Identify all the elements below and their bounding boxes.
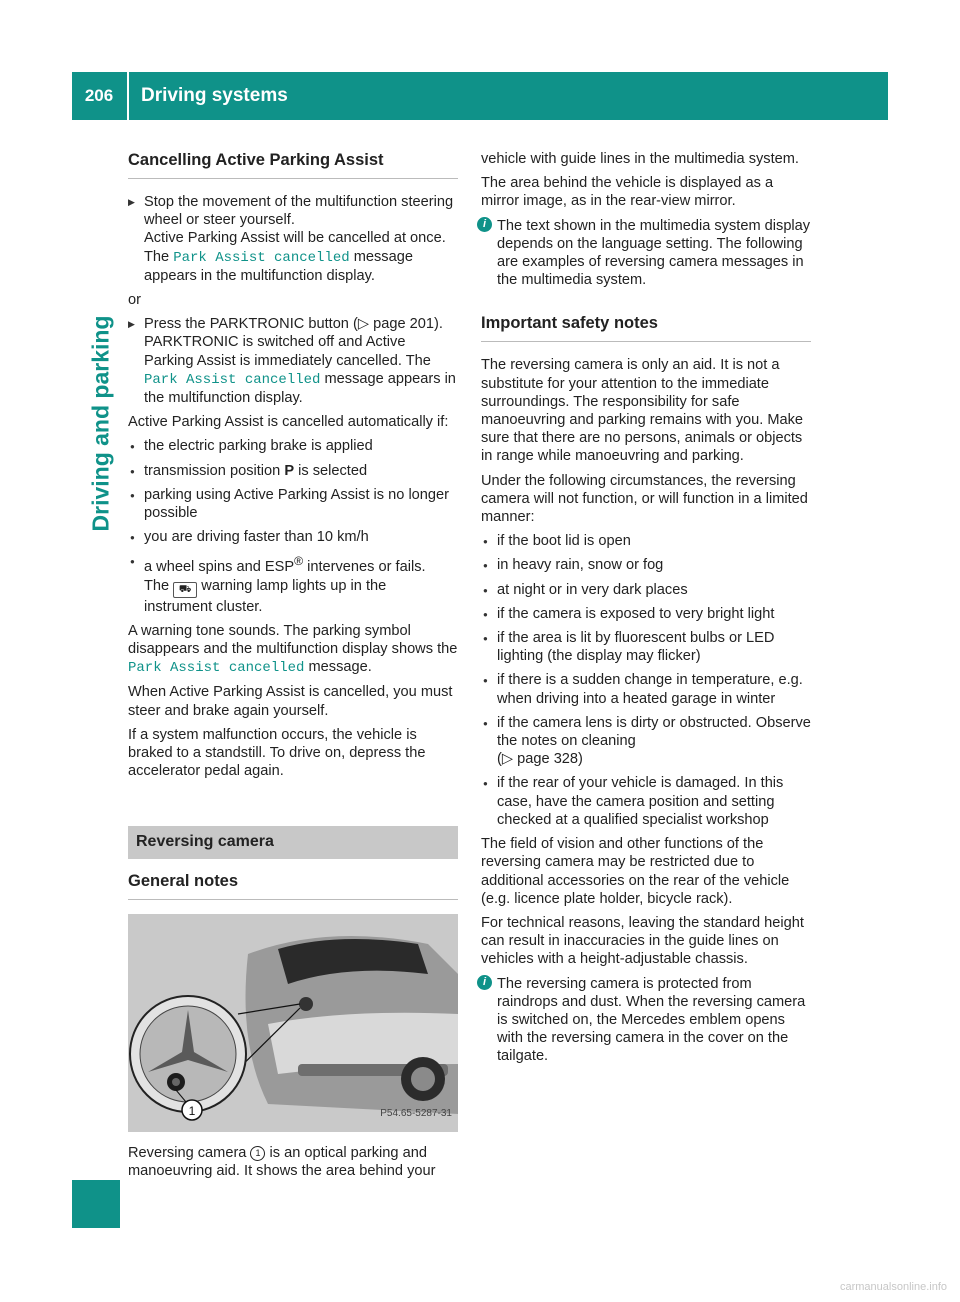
info-icon: i — [477, 217, 492, 232]
list-item: ● if there is a sudden change in temperature, e.g. when driving into a heated garage in winter — [481, 671, 811, 707]
left-column — [128, 150, 458, 1186]
header-divider — [127, 72, 129, 120]
reversing-camera-figure — [128, 914, 458, 1132]
side-tab — [84, 258, 118, 588]
heading-general-notes: General notes — [128, 871, 458, 900]
info-note-language: i The text shown in the multimedia system display depends on the language setting. The following are examples of reversing camera messages in the multimedia system. — [481, 217, 811, 290]
info-icon: i — [477, 975, 492, 990]
list-item: ● parking using Active Parking Assist is no longer possible — [128, 486, 458, 522]
esp-warning-lamp-icon: ⛟ — [173, 582, 197, 598]
message-park-assist-cancelled: Park Assist cancelled — [144, 371, 321, 388]
figure-callout: 1 — [188, 1103, 196, 1118]
list-item: ● if the rear of your vehicle is damaged. In this case, have the camera position and setting checked at a qualified specialist workshop — [481, 774, 811, 829]
step-press-parktronic: ▶ Press the PARKTRONIC button (▷ page 201). PARKTRONIC is switched off and Active Parking Assist is immediately cancelled. The Park Assist cancelled message appears in the multifunction display. — [128, 315, 458, 407]
malfunction-paragraph: If a system malfunction occurs, the vehicle is braked to a standstill. To drive on, depress the accelerator pedal again. — [128, 726, 426, 780]
warning-paragraph: A warning tone sounds. The parking symbol disappears and the multifunction display shows the Park Assist cancelled message. — [128, 622, 458, 677]
step-stop-movement: ▶ Stop the movement of the multifunction steering wheel or steer yourself. Active Parking Assist will be cancelled at once. The Park Assist cancelled message appears in the multifunction display. — [128, 193, 458, 285]
page-ref-328[interactable]: page 328) — [517, 751, 583, 768]
page-ref-arrow-icon: ▷ — [501, 751, 514, 768]
list-item: ● at night or in very dark places — [481, 581, 811, 599]
callout-1-icon: 1 — [250, 1146, 265, 1161]
side-tab-square — [72, 1180, 120, 1228]
list-item: ● if the camera lens is dirty or obstructed. Observe the notes on cleaning (▷ page 328) — [481, 714, 811, 769]
watermark: carmanualsonline.info — [839, 1281, 947, 1293]
list-item: ● if the area is lit by fluorescent bulbs or LED lighting (the display may flicker) — [481, 629, 811, 665]
list-item: ● you are driving faster than 10 km/h — [128, 528, 458, 546]
info-note-protection: i The reversing camera is protected from raindrops and dust. When the reversing camera is switched on, the Mercedes emblem opens with the reversing camera in the cover on the tailgate. — [481, 975, 811, 1066]
list-item: ● the electric parking brake is applied — [128, 437, 458, 455]
page-number: 206 — [84, 86, 114, 105]
auto-cancel-intro: Active Parking Assist is cancelled automatically if: — [128, 414, 449, 431]
message-park-assist-cancelled: Park Assist cancelled — [173, 249, 350, 266]
figure-caption: Reversing camera 1 is an optical parking and manoeuvring aid. It shows the area behind your — [128, 1144, 436, 1179]
list-item: ● in heavy rain, snow or fog — [481, 556, 811, 574]
page-ref-201[interactable]: page 201). — [373, 316, 443, 333]
continued-text: vehicle with guide lines in the multimedia system. — [481, 151, 799, 167]
field-of-vision-paragraph: The field of vision and other functions of the reversing camera may be restricted due to additional accessories on the rear of the vehicle (e.g. licence plate holder, bicycle rack). — [481, 836, 790, 907]
list-item: ● if the boot lid is open — [481, 532, 811, 550]
technical-paragraph: For technical reasons, leaving the standard height can result in inaccuracies in the guide lines on vehicles with a height-adjustable chassis. — [481, 914, 804, 968]
section-title-reversing-camera: Reversing camera — [128, 826, 458, 858]
heading-safety-notes: Important safety notes — [481, 313, 811, 342]
page-title: Driving systems — [141, 85, 288, 106]
list-item: ● transmission position P is selected — [128, 462, 458, 480]
safety-paragraph-1: The reversing camera is only an aid. It is not a substitute for your attention to the immediate surroundings. The responsibility for safe manoeuvring and parking remains with you. Make sure that there are no persons, animals or objects in range while manoeuvring and parking. — [481, 357, 804, 465]
list-item: ● a wheel spins and ESP® intervenes or fails. The ⛟ warning lamp lights up in the instrument cluster. — [128, 552, 458, 615]
right-column — [481, 150, 811, 1072]
list-item: ● if the camera is exposed to very bright light — [481, 605, 811, 623]
or-text: or — [128, 292, 141, 309]
page-ref-arrow-icon: ▷ — [357, 316, 370, 333]
safety-paragraph-2: Under the following circumstances, the reversing camera will not function, or will function in a limited manner: — [481, 472, 808, 526]
cancel-paragraph: When Active Parking Assist is cancelled, you must steer and brake again yourself. — [128, 684, 453, 719]
figure-code: P54.65-5287-31 — [380, 1108, 452, 1120]
message-park-assist-cancelled: Park Assist cancelled — [128, 660, 305, 677]
side-tab-label: Driving and parking — [87, 315, 114, 531]
car-rear-illustration — [128, 914, 458, 1132]
heading-cancelling: Cancelling Active Parking Assist — [128, 150, 458, 179]
mirror-text: The area behind the vehicle is displayed as a mirror image, as in the rear-view mirror. — [481, 175, 774, 210]
